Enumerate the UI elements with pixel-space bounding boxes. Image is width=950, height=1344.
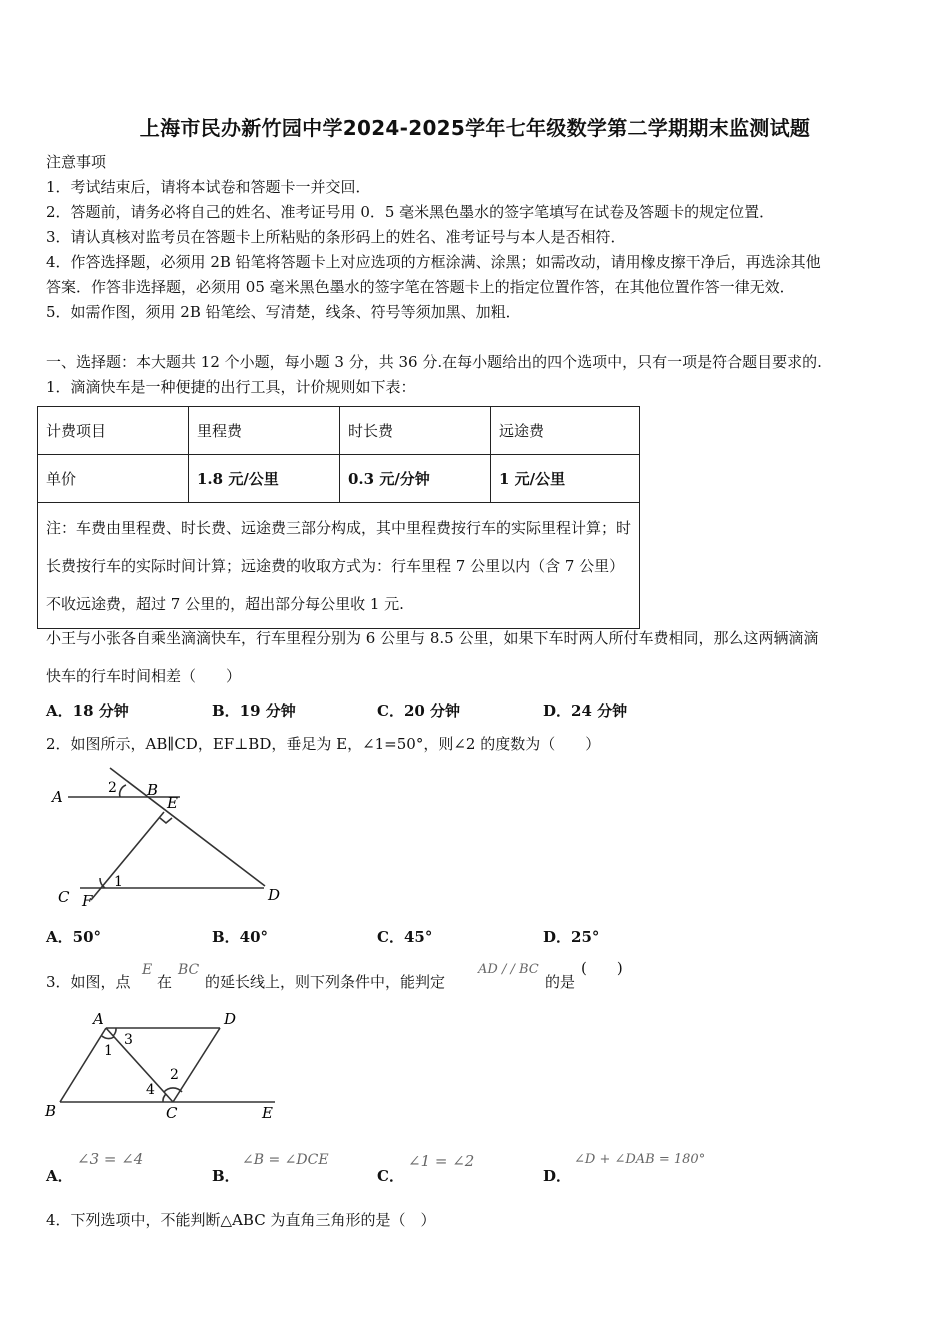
angle-4-label: 4 <box>146 1082 155 1098</box>
q3-stem-part: 在 <box>157 973 173 991</box>
q3-point-e: E <box>142 962 153 978</box>
angle-1-label: 1 <box>114 874 123 890</box>
label-b: B <box>45 1102 57 1120</box>
line-ef <box>91 812 164 900</box>
label-f: F <box>82 892 93 910</box>
notice-item: 2．答题前，请务必将自己的姓名、准考证号用 0．5 毫米黑色墨水的签字笔填写在试卷及答题卡的规定位置． <box>46 203 775 221</box>
q3-answer-paren: ( ) <box>581 959 623 977</box>
angle-3-arc <box>113 1028 116 1036</box>
q3-option-a-math: ∠3 = ∠4 <box>77 1150 144 1168</box>
q3-stem-part: 的延长线上，则下列条件中，能判定 <box>205 973 446 991</box>
angle-2-arc <box>120 785 126 797</box>
label-a: A <box>93 1010 104 1028</box>
notice-heading: 注意事项 <box>46 153 107 171</box>
notice-item: 答案．作答非选择题，必须用 05 毫米黑色墨水的签字笔在答题卡上的指定位置作答，在其他位置作答一律无效． <box>46 278 795 296</box>
table-row <box>38 407 640 455</box>
label-d: D <box>224 1010 237 1028</box>
q3-stem <box>46 972 131 992</box>
q3-option-d[interactable]: D． <box>543 1167 572 1185</box>
label-c: C <box>58 888 70 906</box>
q1-option-d[interactable]: D．24 分钟 <box>543 702 628 720</box>
angle-4-arc <box>163 1094 166 1102</box>
q3-option-b[interactable]: B． <box>212 1167 240 1185</box>
q2-option-a[interactable]: A．50° <box>46 928 102 946</box>
notice-item: 4．作答选择题，必须用 2B 铅笔将答题卡上对应选项的方框涂满、涂黑；如需改动，请用橡皮擦干净后，再选涂其他 <box>46 253 821 271</box>
table-cell: 1 元/公里 <box>491 455 640 503</box>
label-e: E <box>167 794 178 812</box>
q3-stem-part: 的是 <box>545 973 576 991</box>
right-angle-mark <box>160 818 172 823</box>
section-heading: 一、选择题：本大题共 12 个小题，每小题 3 分，共 36 分.在每小题给出的四个选项中，只有一项是符合题目要求的. <box>46 353 822 371</box>
page-title: 上海市民办新竹园中学2024-2025学年七年级数学第二学期期末监测试题 <box>139 116 811 140</box>
q3-option-d-math: ∠D + ∠DAB = 180° <box>574 1152 706 1167</box>
q1-question: 快车的行车时间相差（ ） <box>46 667 242 685</box>
line-ac <box>106 1028 173 1102</box>
label-d: D <box>268 886 281 904</box>
line-bd <box>110 768 265 886</box>
q1-option-b[interactable]: B．19 分钟 <box>212 702 296 720</box>
q1-question: 小王与小张各自乘坐滴滴快车，行车里程分别为 6 公里与 8.5 公里，如果下车时两人所付车费相同，那么这两辆滴滴 <box>46 629 819 647</box>
angle-2-label: 2 <box>170 1067 179 1083</box>
table-header-cell: 里程费 <box>189 407 340 455</box>
table-cell: 单价 <box>38 455 189 503</box>
angle-3-label: 3 <box>124 1032 133 1048</box>
q2-option-c[interactable]: C．45° <box>377 928 433 946</box>
q3-stem-part: 3．如图，点 <box>46 973 131 991</box>
notice-item: 5．如需作图，须用 2B 铅笔绘、写清楚，线条、符号等须加黑、加粗． <box>46 303 521 321</box>
q3-segment-bc: BC <box>178 962 200 978</box>
label-b: B <box>147 781 159 799</box>
fee-table <box>37 406 640 629</box>
notice-item: 1．考试结束后，请将本试卷和答题卡一并交回． <box>46 178 371 196</box>
table-header-cell: 时长费 <box>340 407 491 455</box>
label-e: E <box>262 1104 273 1122</box>
label-a: A <box>52 788 63 806</box>
table-row <box>38 503 640 629</box>
table-header-cell: 远途费 <box>491 407 640 455</box>
q2-option-d[interactable]: D．25° <box>543 928 600 946</box>
table-cell: 1.8 元/公里 <box>189 455 340 503</box>
q2-stem: 2．如图所示，AB∥CD，EF⊥BD，垂足为 E，∠1=50°，则∠2 的度数为（ ） <box>46 735 601 753</box>
label-c: C <box>166 1104 178 1122</box>
q4-stem: 4．下列选项中，不能判断△ABC 为直角三角形的是（ ） <box>46 1211 436 1229</box>
table-header-cell: 计费项目 <box>38 407 189 455</box>
q3-figure <box>40 1008 290 1128</box>
q3-option-a[interactable]: A． <box>46 1167 73 1185</box>
angle-2-label: 2 <box>108 780 117 796</box>
table-cell: 0.3 元/分钟 <box>340 455 491 503</box>
q2-option-b[interactable]: B．40° <box>212 928 269 946</box>
q3-parallel-condition: AD / / BC <box>478 962 539 977</box>
notice-item: 3．请认真核对监考员在答题卡上所粘贴的条形码上的姓名、准考证号与本人是否相符． <box>46 228 626 246</box>
q3-option-b-math: ∠B = ∠DCE <box>242 1152 329 1168</box>
angle-1-label: 1 <box>104 1043 113 1059</box>
q2-figure <box>40 760 300 910</box>
q3-option-c-math: ∠1 = ∠2 <box>408 1152 475 1170</box>
q1-option-a[interactable]: A．18 分钟 <box>46 702 129 720</box>
table-row <box>38 455 640 503</box>
q1-option-c[interactable]: C．20 分钟 <box>377 702 461 720</box>
angle-1-arc <box>102 1036 114 1039</box>
q3-option-c[interactable]: C． <box>377 1167 404 1185</box>
q1-stem: 1．滴滴快车是一种便捷的出行工具，计价规则如下表： <box>46 378 416 396</box>
line-ab <box>60 1028 106 1102</box>
table-note: 注：车费由里程费、时长费、远途费三部分构成，其中里程费按行车的实际里程计算；时长费按行车的实际时间计算；远途费的收取方式为：行车里程 7 公里以内（含 7 公里）不收远途费，超过 7 公里的，超出部分每公里收 1 元. <box>38 503 640 629</box>
